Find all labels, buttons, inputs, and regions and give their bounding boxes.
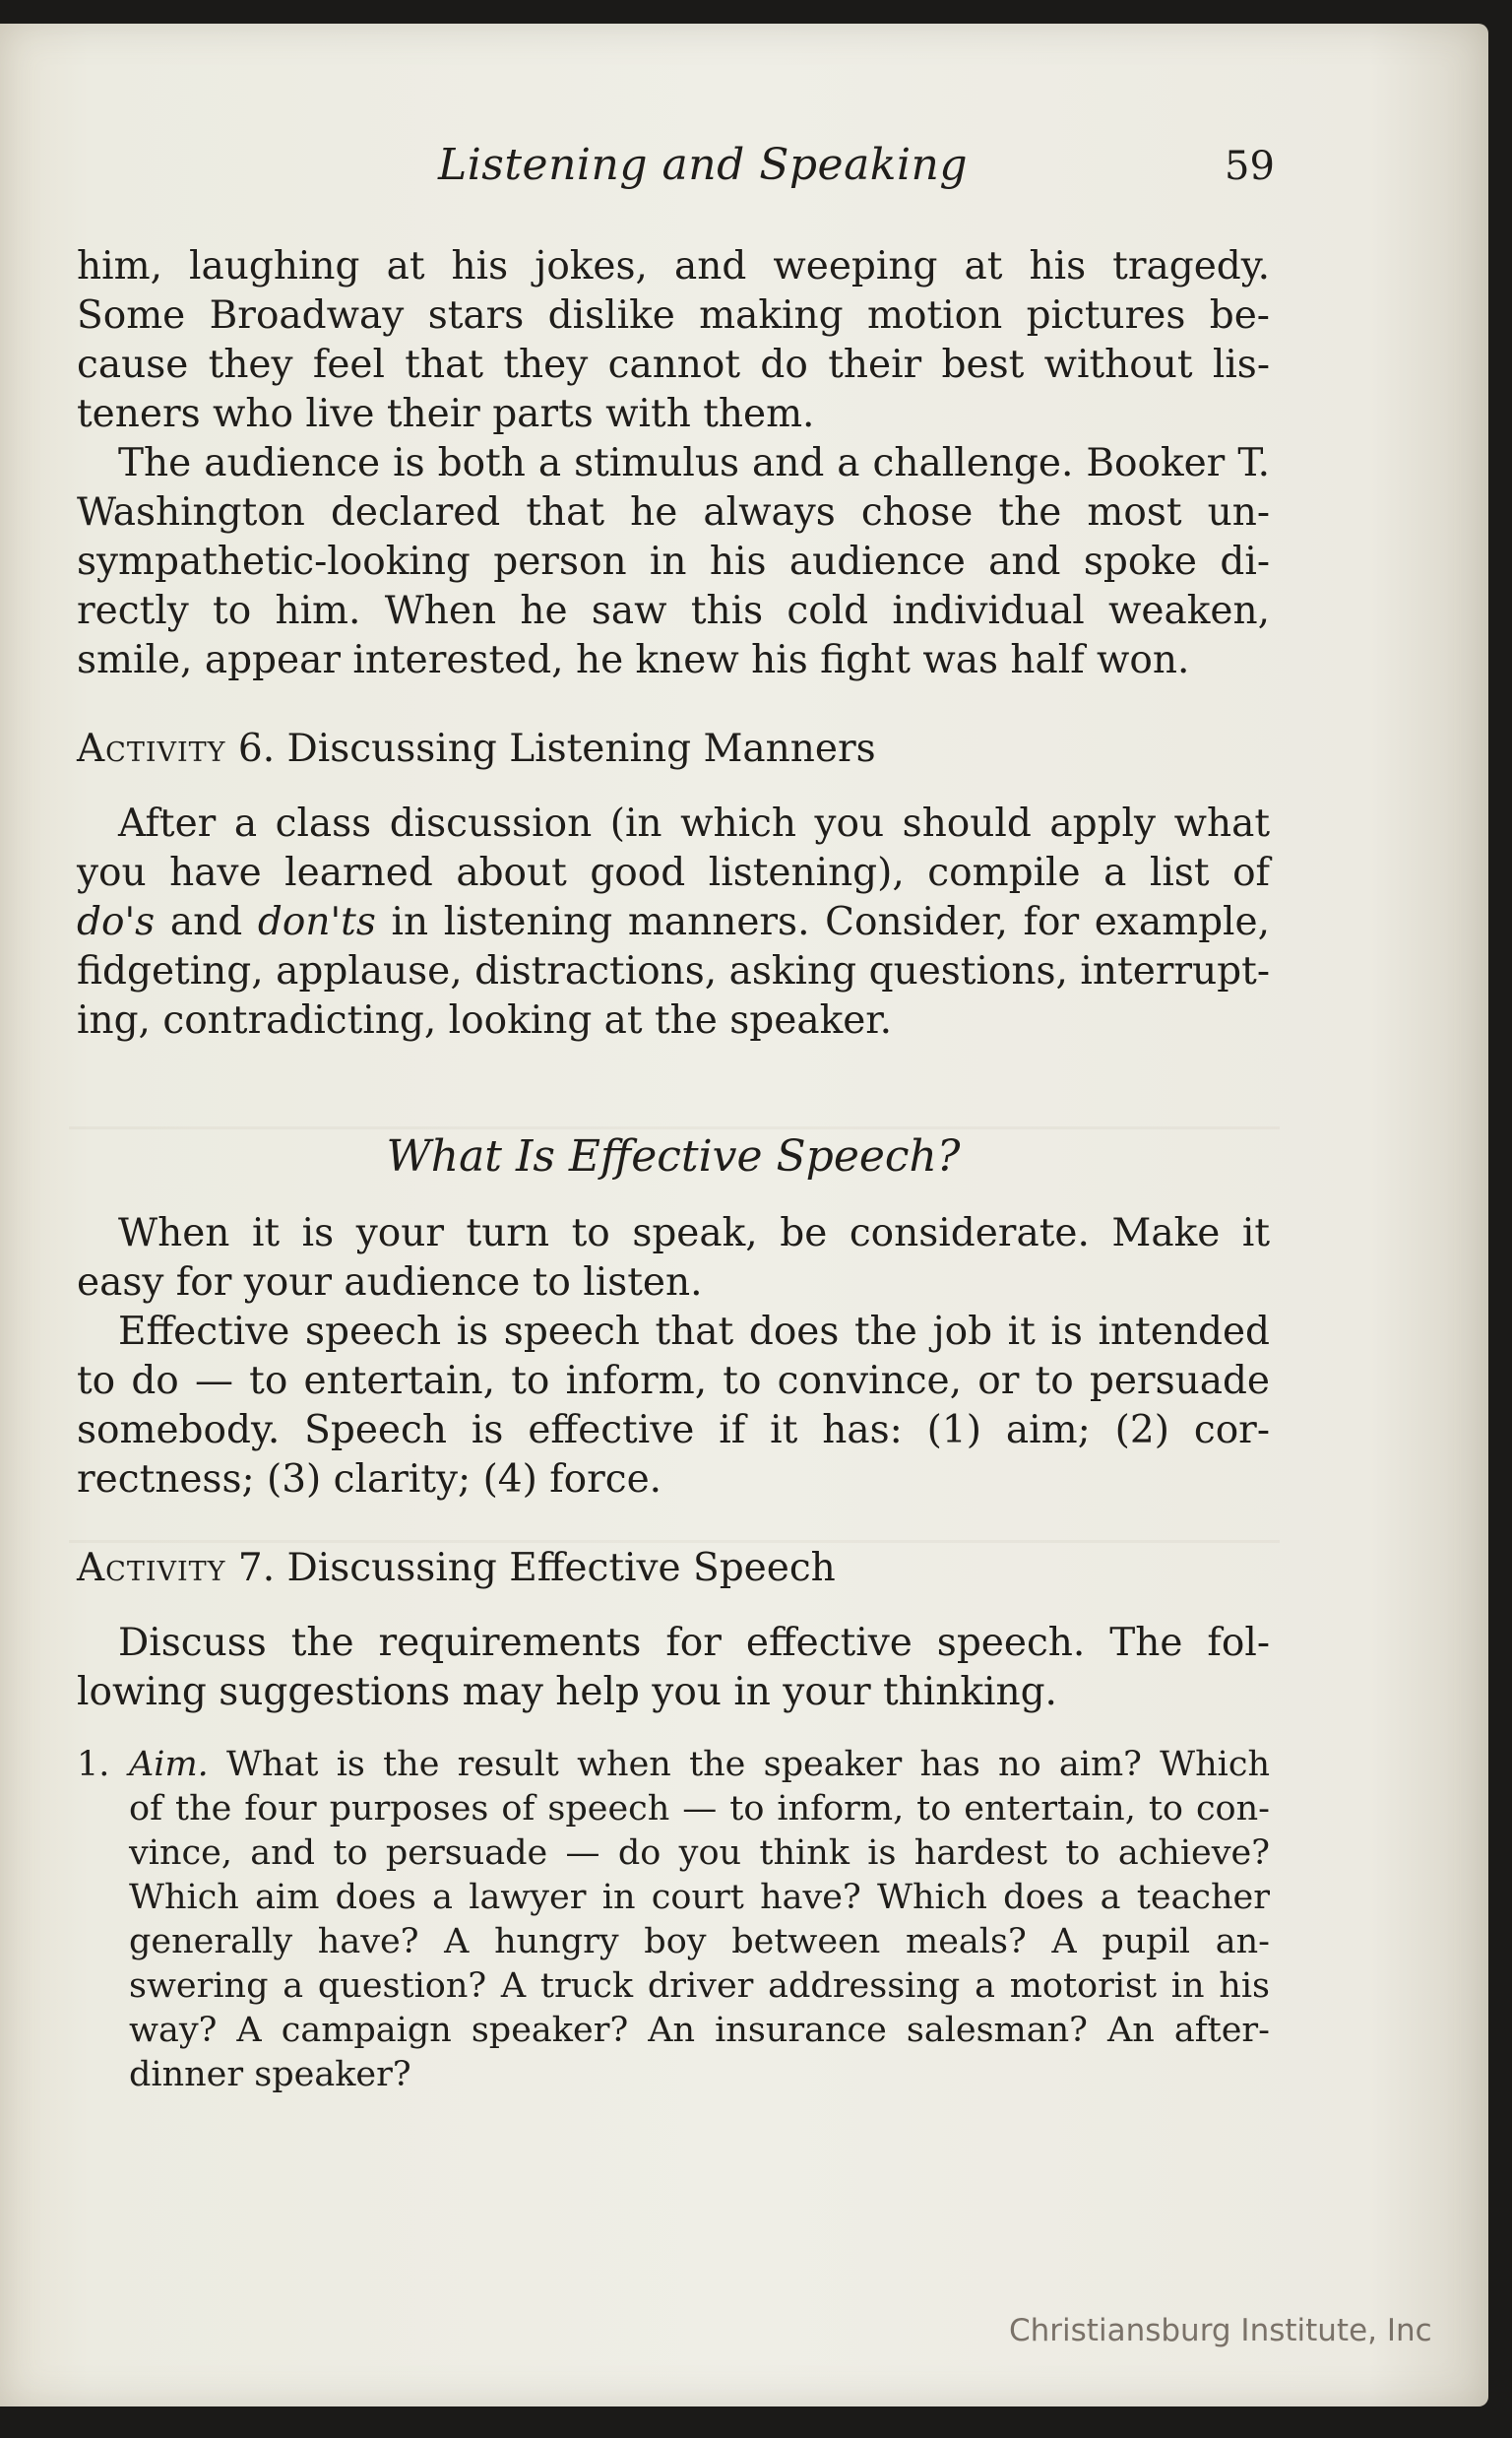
text-line: swering a question? A truck driver addressing a motorist in his	[129, 1966, 1270, 2006]
text-line: Some Broadway stars dislike making motion pictures be-	[77, 293, 1270, 338]
text-line: to do — to entertain, to inform, to convince, or to persuade	[77, 1359, 1270, 1403]
text-line: rectly to him. When he saw this cold individual weaken,	[77, 589, 1270, 633]
text-line: After a class discussion (in which you should apply what	[118, 802, 1270, 846]
text-line: rectness; (3) clarity; (4) force.	[77, 1457, 662, 1502]
text-fragment: in listening manners. Consider, for example,	[375, 900, 1270, 944]
italic-term: don'ts	[257, 900, 376, 944]
paragraph-audience-challenge	[77, 439, 1270, 685]
text-line: of the four purposes of speech — to inform, to entertain, to con-	[129, 1789, 1270, 1828]
activity-label: Activity	[77, 1546, 226, 1590]
text-line: easy for your audience to listen.	[77, 1260, 703, 1305]
text-fragment: What is the result when the speaker has no aim? Which	[208, 1745, 1270, 1784]
text-line: When it is your turn to speak, be considerate. Make it	[118, 1211, 1270, 1255]
activity-title: Discussing Listening Manners	[286, 727, 876, 771]
running-header	[0, 140, 1488, 199]
activity-label: Activity	[77, 727, 226, 771]
text-line: vince, and to persuade — do you think is hardest to achieve?	[129, 1833, 1270, 1873]
page-number: 59	[1225, 144, 1275, 189]
activity-6-heading	[77, 725, 1270, 774]
paragraph-effective-speech	[77, 1308, 1270, 1505]
activity-title: Discussing Effective Speech	[286, 1546, 836, 1590]
text-line: him, laughing at his jokes, and weeping at his tragedy.	[77, 244, 1270, 289]
running-title: Listening and Speaking	[438, 140, 969, 190]
section-title: What Is Effective Speech?	[386, 1131, 961, 1182]
text-line: sympathetic-looking person in his audience and spoke di-	[77, 540, 1270, 584]
text-line: cause they feel that they cannot do their best without lis-	[77, 343, 1270, 387]
text-line: somebody. Speech is effective if it has: (1) aim; (2) cor-	[77, 1408, 1270, 1452]
italic-term: do's	[77, 900, 156, 944]
text-line: Which aim does a lawyer in court have? Which does a teacher	[129, 1878, 1270, 1917]
paragraph-be-considerate	[77, 1209, 1270, 1308]
question-number: 1.	[77, 1745, 110, 1784]
text-line-mixed	[77, 898, 1270, 947]
text-line: Effective speech is speech that does the job it is intended	[118, 1310, 1270, 1354]
watermark-text: Christiansburg Institute, Inc	[1009, 2313, 1432, 2348]
paragraph-discuss-requirements	[77, 1619, 1270, 1717]
text-line: dinner speaker?	[129, 2055, 411, 2094]
text-line: Discuss the requirements for effective speech. The fol-	[118, 1621, 1270, 1665]
text-line: The audience is both a stimulus and a challenge. Booker T.	[118, 441, 1270, 485]
text-line: you have learned about good listening), compile a list of	[77, 851, 1270, 895]
book-page	[0, 24, 1488, 2406]
text-line: smile, appear interested, he knew his fight was half won.	[77, 638, 1190, 682]
text-line: generally have? A hungry boy between meals? A pupil an-	[129, 1922, 1270, 1961]
text-line: ing, contradicting, looking at the speaker.	[77, 998, 893, 1043]
text-line: lowing suggestions may help you in your thinking.	[77, 1670, 1057, 1714]
activity-number: 6.	[237, 727, 276, 771]
page-body	[77, 242, 1270, 2097]
question-term: Aim.	[129, 1745, 209, 1784]
paragraph-listening-manners	[77, 800, 1270, 1046]
text-line: teners who live their parts with them.	[77, 392, 815, 436]
paragraph-audience-response	[77, 242, 1270, 439]
text-fragment: and	[155, 900, 258, 944]
question-list	[77, 1743, 1270, 2097]
activity-7-heading	[77, 1544, 1270, 1593]
question-item-aim	[77, 1743, 1270, 1787]
activity-number: 7.	[237, 1546, 276, 1590]
text-line: Washington declared that he always chose the most un-	[77, 490, 1270, 535]
text-line: fidgeting, applause, distractions, asking questions, interrupt-	[77, 949, 1270, 994]
text-line: way? A campaign speaker? An insurance salesman? An after-	[129, 2011, 1270, 2050]
